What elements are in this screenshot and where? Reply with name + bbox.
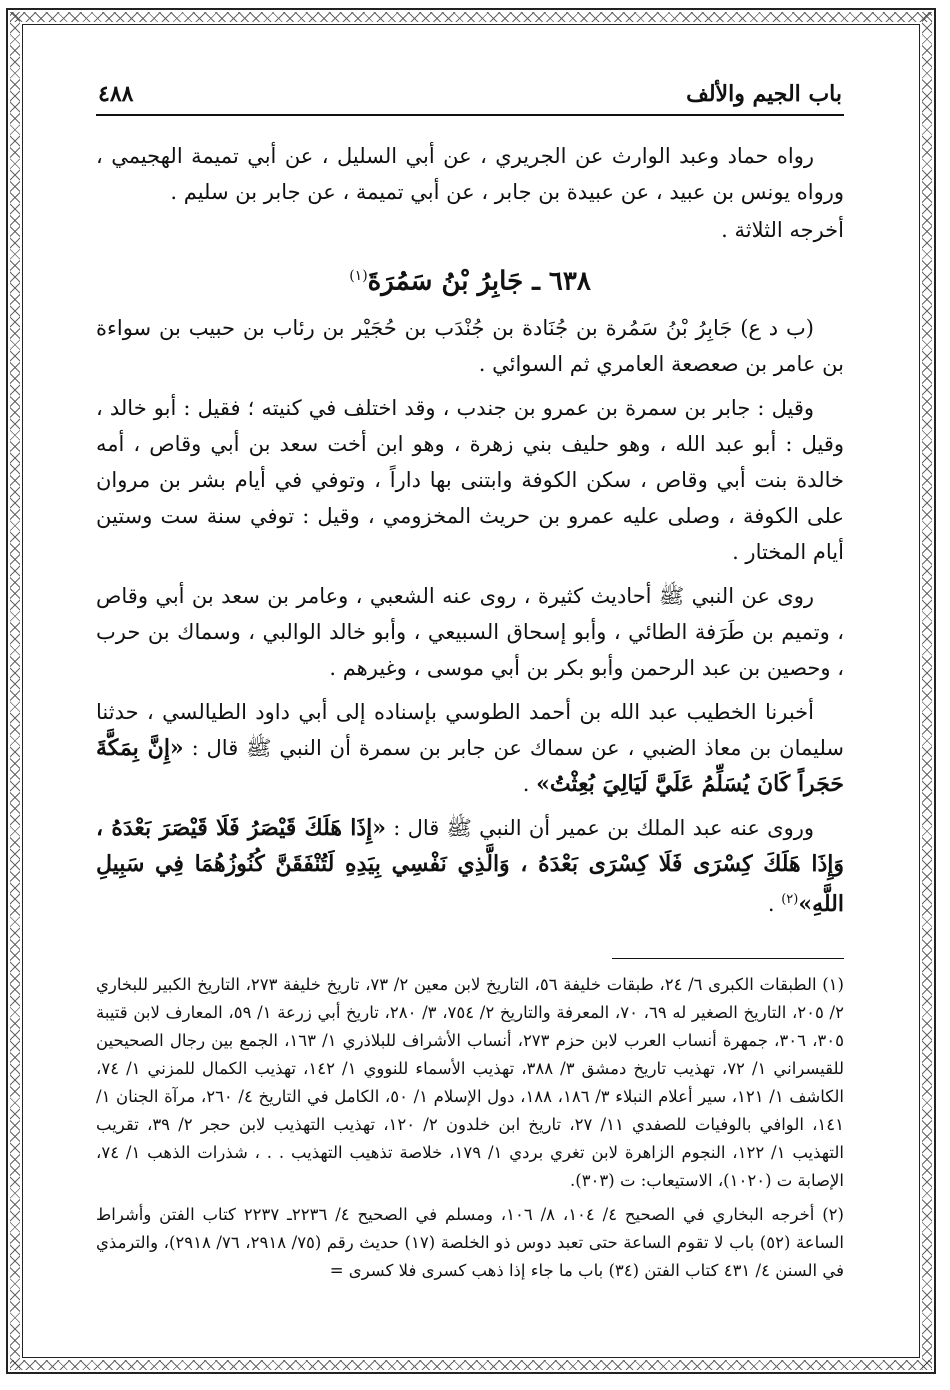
hadith-2-text: «إِذَا هَلَكَ قَيْصَرُ فَلَا قَيْصَرَ بَعْدَهُ ، وَإِذَا هَلَكَ كِسْرَى فَلَا كِسْرَى بَعْدَهُ ، وَالَّذِي نَفْسِي بِيَدِهِ لَتُنْفَقَنَّ كُنُوزُهُمَا فِي سَبِيلِ اللَّهِ» (96, 814, 844, 917)
hadith-2-end: . (767, 891, 782, 916)
entry-title (96, 256, 844, 302)
paragraph-lineage: (ب د ع) جَابِرُ بْنُ سَمُرة بن جُنَادة بن جُنْدَب بن حُجَيْر بن رئاب بن حبيب بن سواءة بن عامر بن صعصعة العامري ثم السوائي . (96, 315, 844, 376)
footnotes (96, 971, 844, 1285)
hadith-2-isnad: وروى عنه عبد الملك بن عمير أن النبي ﷺ قال : (385, 815, 815, 840)
border-ornament-right (922, 12, 932, 1370)
paragraph-hadith-2 (96, 810, 844, 922)
paragraph-biography: وقيل : جابر بن سمرة بن عمرو بن جندب ، وقد اختلف في كنيته ؛ فقيل : أبو خالد ، وقيل : أبو عبد الله ، وهو حليف بني زهرة ، وهو ابن أخت سعد بن أبي وقاص ، أمه خالدة بنت أبي وقاص ، سكن الكوفة وابتنى بها داراً ، وتوفي في أيام بشر بن مروان على الكوفة ، وصلى عليه عمرو بن حريث المخزومي ، وقيل : توفي سنة ست وستين أيام المختار . (96, 395, 844, 564)
footnote-2: (٢) أخرجه البخاري في الصحيح ٤/ ١٠٤، ٨/ ١٠٦، ومسلم في الصحيح ٤/ ٢٢٣٦ـ ٢٢٣٧ كتاب الفتن وأشراط الساعة (٥٢) باب لا تقوم الساعة حتى تعبد دوس ذو الخلصة (١٧) حديث رقم (٧٥/ ٢٩١٨، ٧٦/ ٢٩١٨)، والترمذي في السنن ٤/ ٤٣١ كتاب الفتن (٣٤) باب ما جاء إذا ذهب كسرى فلا كسرى = (96, 1204, 844, 1280)
footnote-divider (612, 958, 844, 959)
paragraph-narrators: روى عن النبي ﷺ أحاديث كثيرة ، روى عنه الشعبي ، وعامر بن سعد بن أبي وقاص ، وتميم بن طَرَفة الطائي ، وأبو إسحاق السبيعي ، وأبو خالد الوالبي ، وسماك بن حرب ، وحصين بن عبد الرحمن وأبو بكر بن أبي موسى ، وغيرهم . (96, 583, 844, 680)
main-text (96, 138, 844, 922)
paragraph-narration: رواه حماد وعبد الوارث عن الجريري ، عن أبي السليل ، عن أبي تميمة الهجيمي ، ورواه يونس بن عبيد ، عن عبيدة بن جابر ، عن أبي تميمة ، عن جابر بن سليم . (96, 144, 844, 204)
footnote-1: (١) الطبقات الكبرى ٦/ ٢٤، طبقات خليفة ٥٦، التاريخ لابن معين ٢/ ٧٣، تاريخ خليفة ٢٧٣، التاريخ الكبير للبخاري ٢/ ٢٠٥، التاريخ الصغير له ٦٩، ٧٠، المعرفة والتاريخ ٢/ ٧٥٤، ٣/ ٢٨٠، تاريخ أبي زرعة ١/ ٥٩، المعارف لابن قتيبة ٣٠٥، ٣٠٦، جمهرة أنساب العرب لابن حزم ٢٧٣، أنساب الأشراف للبلاذري ١/ ١٦٣، الجمع بين رجال الصحيحين للقيسراني ١/ ٧٢، تهذيب تاريخ دمشق ٣/ ٣٨٨، تهذيب الأسماء للنووي ١/ ١٤٢، تهذيب الكمال للمزني ١/ ٧٤، الكاشف ١/ ١٢١، سير أعلام النبلاء ٣/ ١٨٦، ١٨٨، دول الإسلام ١/ ٥٠، الكامل في التاريخ ٤/ ٢٦٠، مرآة الجنان ١/ ١٤١، الوافي بالوفيات للصفدي ١١/ ٢٧، تاريخ ابن خلدون ٢/ ١٢٠، تهذيب التهذيب لابن حجر ٢/ ٣٩، تقريب التهذيب ١/ ١٢٢، النجوم الزاهرة لابن تغري بردي ١/ ١٧٩، خلاصة تذهيب التهذيب . . ، شذرات الذهب ١/ ٧٤، الإصابة ت (١٠٢٠)، الاستيعاب: ت (٣٠٣). (96, 974, 845, 1190)
hadith-2-footnote-ref: (٢) (781, 891, 799, 907)
border-ornament-left (10, 12, 20, 1370)
paragraph-hadith-1 (96, 694, 844, 802)
entry-title-text: ٦٣٨ ـ جَابِرُ بْنُ سَمُرَةَ (367, 266, 591, 297)
border-ornament-bottom (10, 1360, 932, 1370)
hadith-1-end: . (522, 771, 537, 796)
page-header (96, 74, 844, 116)
hadith-1-isnad: أخبرنا الخطيب عبد الله بن أحمد الطوسي بإسناده إلى أبي داود الطيالسي ، حدثنا سليمان بن معاذ الضبي ، عن سماك عن جابر بن سمرة أن النبي ﷺ قال : (96, 699, 845, 760)
entry-title-footnote-ref: (١) (349, 268, 368, 284)
book-page (96, 74, 844, 1291)
hadith-1-text: «إِنَّ بِمَكَّةَ حَجَراً كَانَ يُسَلِّمُ عَلَيَّ لَيَالِيَ بُعِثْتُ» (96, 734, 844, 797)
page-number: ٤٨٨ (98, 81, 134, 107)
running-title: باب الجيم والألف (686, 81, 842, 107)
border-ornament-top (10, 12, 932, 22)
paragraph-takhrij: أخرجه الثلاثة . (721, 218, 844, 242)
